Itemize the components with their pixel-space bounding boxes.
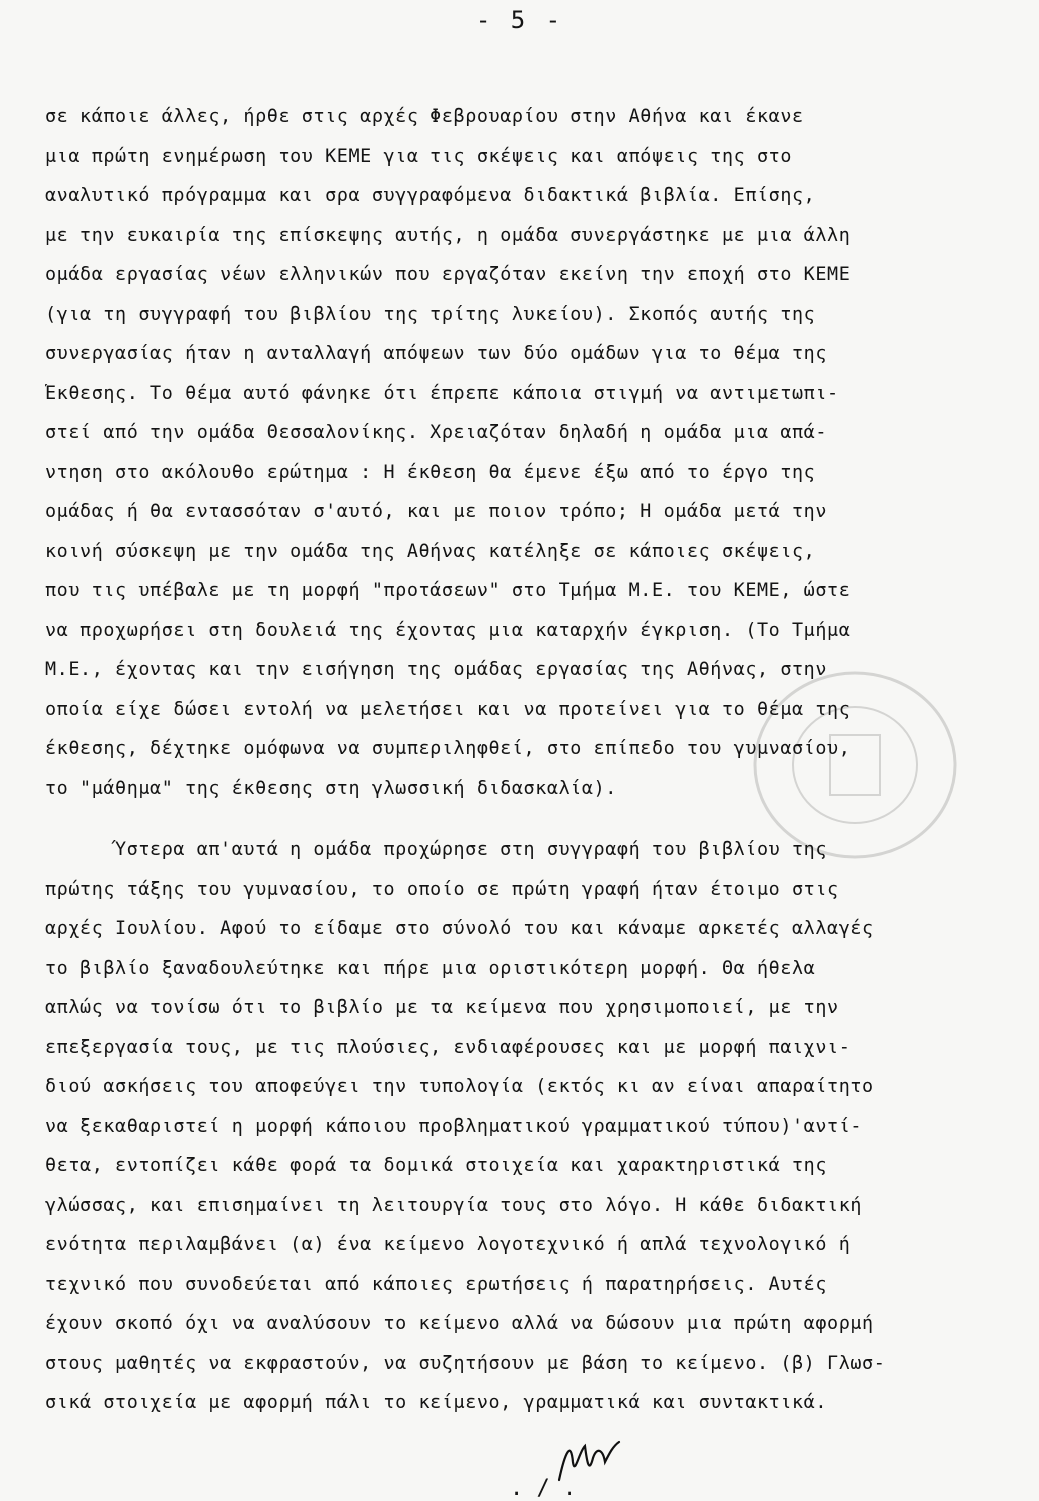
text-line: θετα, εντοπίζει κάθε φορά τα δομικά στοιχεία και χαρακτηριστικά της bbox=[45, 1155, 828, 1176]
text-line: διού ασκήσεις του αποφεύγει την τυπολογία (εκτός κι αν είναι απαραίτητο bbox=[45, 1076, 874, 1097]
text-line: να ξεκαθαριστεί η μορφή κάποιου προβληματικού γραμματικού τύπου)'αντί- bbox=[45, 1115, 863, 1137]
text-line: που τις υπέβαλε με τη μορφή "προτάσεων" στο Τμήμα Μ.Ε. του ΚΕΜΕ, ώστε bbox=[45, 580, 851, 601]
body-text bbox=[45, 97, 1005, 1423]
text-line: κοινή σύσκεψη με την ομάδα της Αθήνας κατέληξε σε κάποιες σκέψεις, bbox=[45, 540, 816, 562]
paragraph-start-line: Ύστερα απ'αυτά η ομάδα προχώρησε στη συγγραφή του βιβλίου της bbox=[115, 839, 827, 860]
text-line: συνεργασίας ήταν η ανταλλαγή απόψεων των δύο ομάδων για το θέμα της bbox=[45, 343, 828, 364]
text-line: έκθεσης, δέχτηκε ομόφωνα να συμπεριληφθεί, στο επίπεδο του γυμνασίου, bbox=[45, 738, 851, 759]
page-number: - 5 - bbox=[475, 6, 564, 34]
text-line: έχουν σκοπό όχι να αναλύσουν το κείμενο αλλά να δώσουν μια πρώτη αφορμή bbox=[45, 1313, 874, 1334]
text-line: το βιβλίο ξαναδουλεύτηκε και πήρε μια οριστικότερη μορφή. Θα ήθελα bbox=[45, 957, 816, 979]
text-line: το "μάθημα" της έκθεσης στη γλωσσική διδασκαλία). bbox=[45, 777, 617, 799]
text-line: αρχές Ιουλίου. Αφού το είδαμε στο σύνολό του και κάναμε αρκετές αλλαγές bbox=[45, 918, 874, 939]
text-line: στεί από την ομάδα Θεσσαλονίκης. Χρειαζόταν δηλαδή η ομάδα μια απά- bbox=[45, 422, 828, 443]
text-line: σε κάποιε άλλες, ήρθε στις αρχές Φεβρουαρίου στην Αθήνα και έκανε bbox=[45, 106, 804, 127]
text-line: ντηση στο ακόλουθο ερώτημα : Η έκθεση θα έμενε έξω από το έργο της bbox=[45, 461, 816, 483]
text-line: τεχνικό που συνοδεύεται από κάποιες ερωτήσεις ή παρατηρήσεις. Αυτές bbox=[45, 1273, 828, 1295]
text-line: να προχωρήσει στη δουλειά της έχοντας μια καταρχήν έγκριση. (Το Τμήμα bbox=[45, 619, 851, 641]
continuation-mark: . / . bbox=[510, 1476, 577, 1501]
text-line: επεξεργασία τους, με τις πλούσιες, ενδιαφέρουσες και με μορφή παιχνι- bbox=[45, 1036, 851, 1058]
text-line: μια πρώτη ενημέρωση του ΚΕΜΕ για τις σκέψεις και απόψεις της στο bbox=[45, 145, 793, 167]
text-line: ομάδας ή θα εντασσόταν σ'αυτό, και με ποιον τρόπο; Η ομάδα μετά την bbox=[45, 501, 828, 522]
text-line: Μ.Ε., έχοντας και την εισήγηση της ομάδας εργασίας της Αθήνας, στην bbox=[45, 659, 828, 680]
text-line: σικά στοιχεία με αφορμή πάλι το κείμενο, γραμματικά και συντακτικά. bbox=[45, 1392, 828, 1413]
text-line: ομάδα εργασίας νέων ελληνικών που εργαζόταν εκείνη την εποχή στο ΚΕΜΕ bbox=[45, 264, 851, 285]
text-line: πρώτης τάξης του γυμνασίου, το οποίο σε πρώτη γραφή ήταν έτοιμο στις bbox=[45, 878, 839, 900]
text-line: Έκθεσης. Το θέμα αυτό φάνηκε ότι έπρεπε κάποια στιγμή να αντιμετωπι- bbox=[45, 382, 839, 404]
text-line: οποία είχε δώσει εντολή να μελετήσει και να προτείνει για το θέμα της bbox=[45, 698, 851, 720]
text-line: απλώς να τονίσω ότι το βιβλίο με τα κείμενα που χρησιμοποιεί, με την bbox=[45, 997, 839, 1018]
text-line: αναλυτικό πρόγραμμα και σρα συγγραφόμενα διδακτικά βιβλία. Επίσης, bbox=[45, 185, 816, 206]
text-line: γλώσσας, και επισημαίνει τη λειτουργία τους στο λόγο. Η κάθε διδακτική bbox=[45, 1194, 863, 1216]
text-line: με την ευκαιρία της επίσκεψης αυτής, η ομάδα συνεργάστηκε με μια άλλη bbox=[45, 224, 851, 246]
text-line: στους μαθητές να εκφραστούν, να συζητήσουν με βάση το κείμενο. (β) Γλωσ- bbox=[45, 1352, 886, 1374]
text-line: ενότητα περιλαμβάνει (α) ένα κείμενο λογοτεχνικό ή απλά τεχνολογικό ή bbox=[45, 1234, 851, 1255]
text-line: (για τη συγγραφή του βιβλίου της τρίτης λυκείου). Σκοπός αυτής της bbox=[45, 303, 816, 325]
